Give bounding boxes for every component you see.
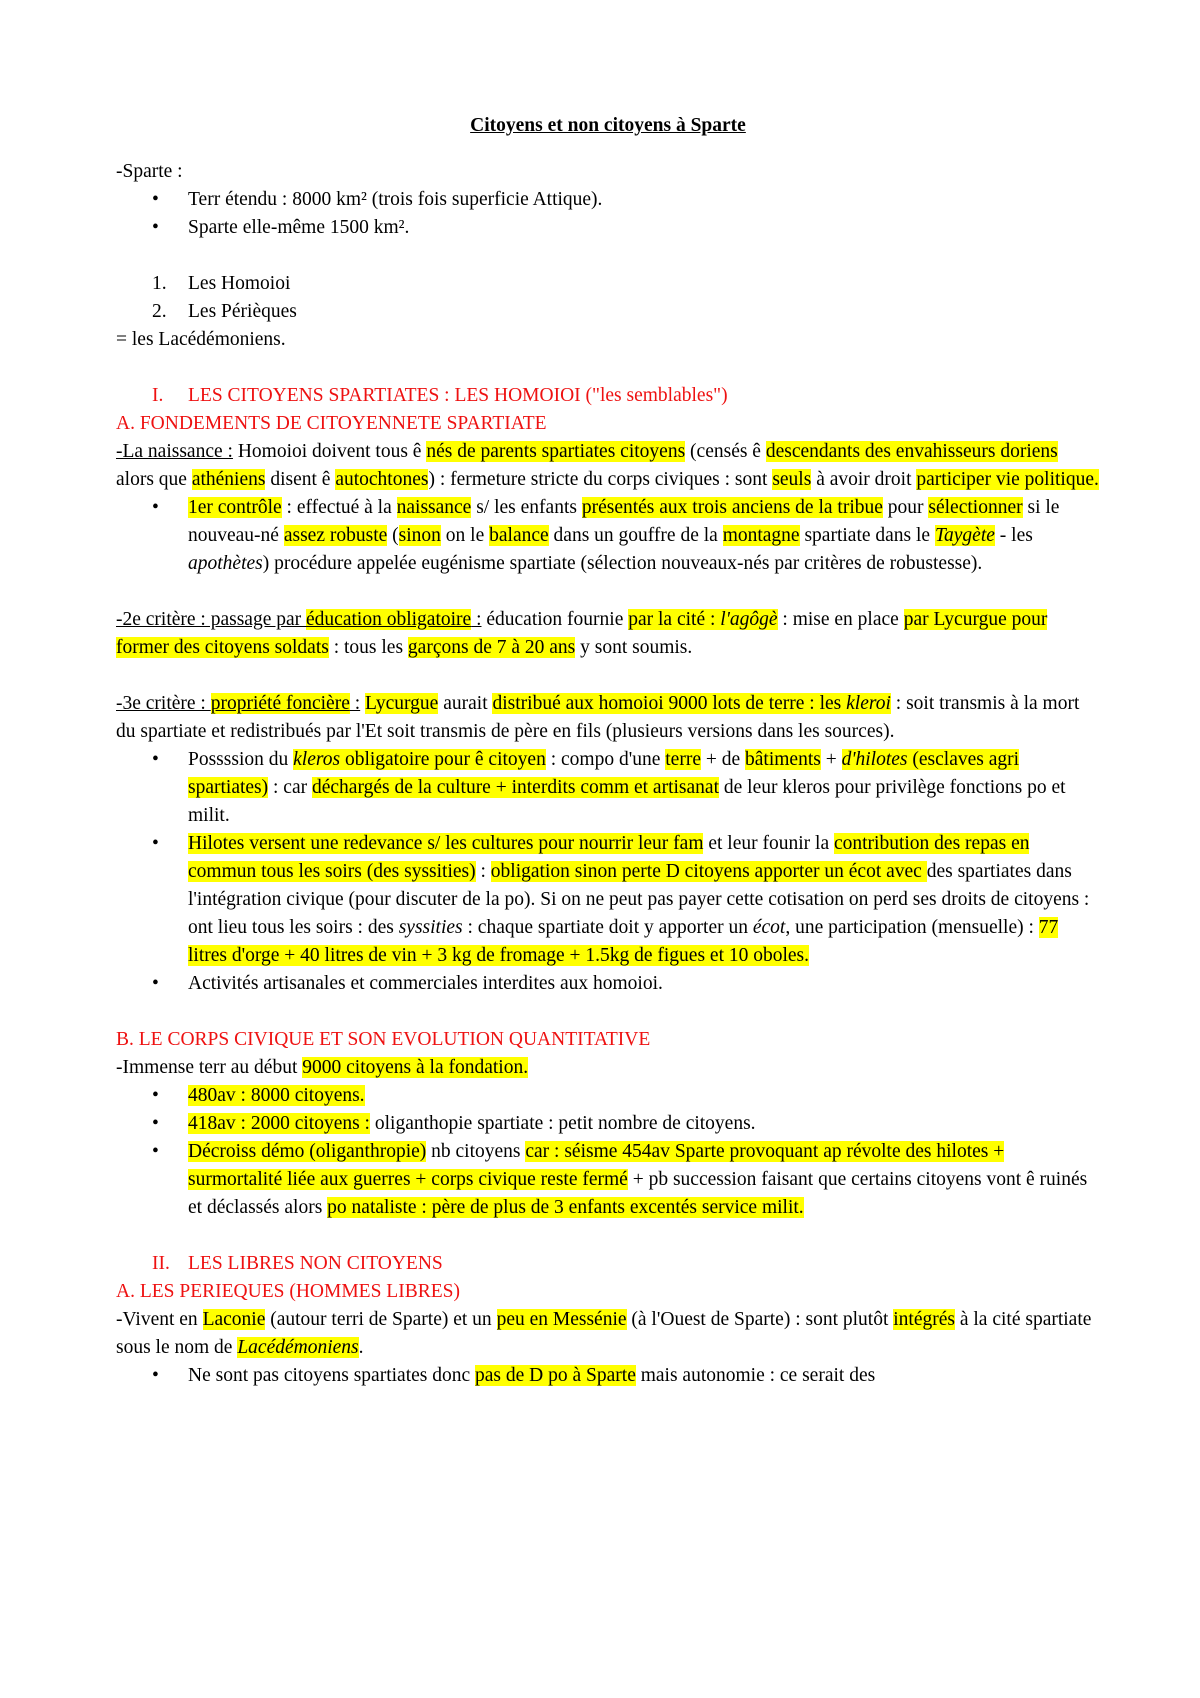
intro-bullets xyxy=(116,186,1100,242)
list-item: • Activités artisanales et commerciales interdites aux homoioi. xyxy=(188,970,1100,998)
subsection-heading: A. FONDEMENTS DE CITOYENNETE SPARTIATE xyxy=(116,413,547,434)
paragraph-immense: -Immense terr au début 9000 citoyens à la fondation. xyxy=(116,1057,529,1078)
equals-line: = les Lacédémoniens. xyxy=(116,329,286,350)
document-title: Citoyens et non citoyens à Sparte xyxy=(470,115,746,136)
paragraph-critere-3: -3e critère : propriété foncière : Lycurgue aurait distribué aux homoioi 9000 lots de terre : les kleroi : soit transmis à la mort du spartiate et redistribués par l'Et soit transmis de père en fils (plusieurs versions dans les sources). xyxy=(116,693,1080,742)
section-heading: II. LES LIBRES NON CITOYENS xyxy=(152,1253,443,1274)
subsection-heading: B. LE CORPS CIVIQUE ET SON EVOLUTION QUANTITATIVE xyxy=(116,1029,651,1050)
list-item: • 418av : 2000 citoyens : oliganthopie spartiate : petit nombre de citoyens. xyxy=(188,1110,1100,1138)
kleros-list xyxy=(116,746,1100,998)
list-item: • Sparte elle-même 1500 km². xyxy=(188,214,1100,242)
evolution-list xyxy=(116,1082,1100,1222)
list-item: • Possssion du kleros obligatoire pour ê citoyen : compo d'une terre + de bâtiments + d'hilotes (esclaves agri spartiates) : car déchargés de la culture + interdits comm et artisanat de leur kleros pour privilège fonctions po et milit. xyxy=(188,746,1100,830)
intro-label: -Sparte : xyxy=(116,161,183,182)
list-item: • Hilotes versent une redevance s/ les cultures pour nourrir leur fam et leur founir la contribution des repas en commun tous les soirs (des syssities) : obligation sinon perte D citoyens apporter un écot avec des spartiates dans l'intégration civique (pour discuter de la po). Si on ne peut pas payer cette cotisation on perd ses droits de citoyens : ont lieu tous les soirs : des syssities : chaque spartiate doit y apporter un écot, une participation (mensuelle) : 77 litres d'orge + 40 litres de vin + 3 kg de fromage + 1.5kg de figues et 10 oboles. xyxy=(188,830,1100,970)
list-item: • 480av : 8000 citoyens. xyxy=(188,1082,1100,1110)
list-item: 2. Les Périèques xyxy=(152,301,297,322)
list-item: • Décroiss démo (oliganthropie) nb citoyens car : séisme 454av Sparte provoquant ap révolte des hilotes + surmortalité liée aux guerres + corps civique reste fermé + pb succession faisant que certains citoyens vont ê ruinés et déclassés alors po nataliste : père de plus de 3 enfants excentés service milit. xyxy=(188,1138,1100,1222)
subsection-heading: A. LES PERIEQUES (HOMMES LIBRES) xyxy=(116,1281,460,1302)
list-item: • Ne sont pas citoyens spartiates donc pas de D po à Sparte mais autonomie : ce serait des xyxy=(188,1362,1100,1390)
list-item: • Terr étendu : 8000 km² (trois fois superficie Attique). xyxy=(188,186,1100,214)
paragraph-vivent: -Vivent en Laconie (autour terri de Sparte) et un peu en Messénie (à l'Ouest de Sparte) : sont plutôt intégrés à la cité spartiate sous le nom de Lacédémoniens. xyxy=(116,1309,1092,1358)
paragraph-critere-2: -2e critère : passage par éducation obligatoire : éducation fournie par la cité : l'agôgè : mise en place par Lycurgue pour former des citoyens soldats : tous les garçons de 7 à 20 ans y sont soumis. xyxy=(116,609,1048,658)
section-heading: I. LES CITOYENS SPARTIATES : LES HOMOIOI ("les semblables") xyxy=(152,385,728,406)
perieques-list xyxy=(116,1362,1100,1390)
paragraph-naissance: -La naissance : Homoioi doivent tous ê nés de parents spartiates citoyens (censés ê descendants des envahisseurs doriens alors que athéniens disent ê autochtones) : fermeture stricte du corps civiques : sont seuls à avoir droit participer vie politique. xyxy=(116,441,1099,490)
intro-numbered-list xyxy=(116,270,1100,326)
list-item: 1. Les Homoioi xyxy=(152,273,291,294)
controle-list xyxy=(116,494,1100,578)
list-item: • 1er contrôle : effectué à la naissance s/ les enfants présentés aux trois anciens de la tribue pour sélectionner si le nouveau-né assez robuste (sinon on le balance dans un gouffre de la montagne spartiate dans le Taygète - les apothètes) procédure appelée eugénisme spartiate (sélection nouveaux-nés par critères de robustesse). xyxy=(188,494,1100,578)
